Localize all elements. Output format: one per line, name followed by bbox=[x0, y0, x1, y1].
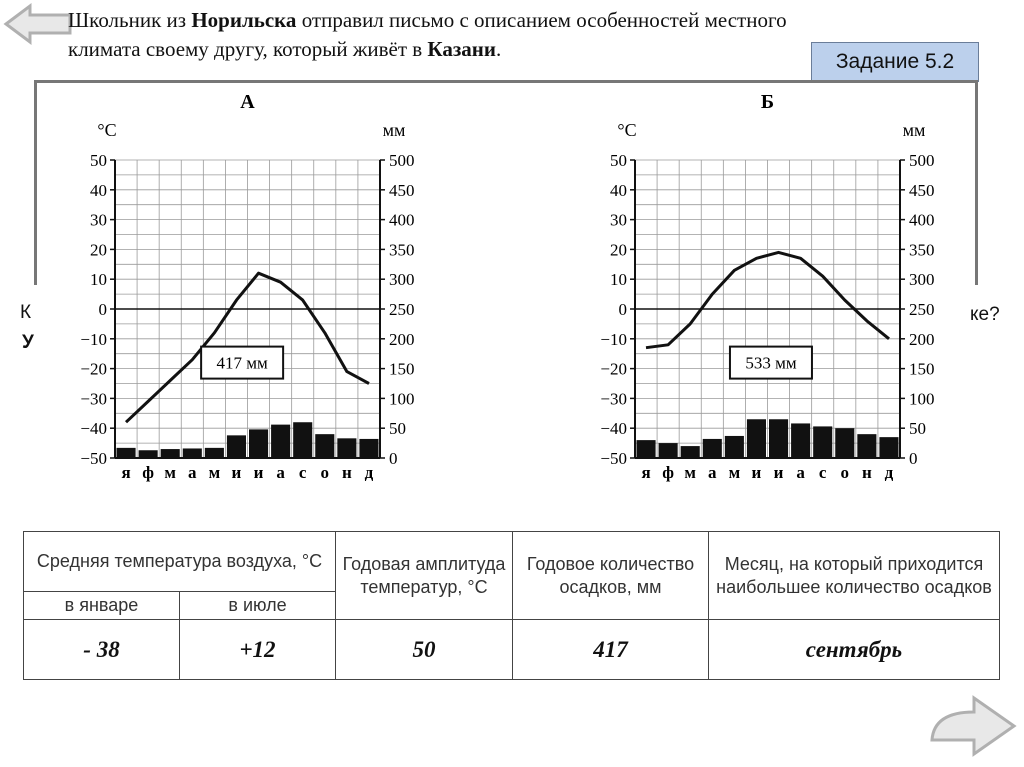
y-left-tick-label: −40 bbox=[80, 419, 107, 439]
frame-left-border bbox=[34, 80, 37, 285]
back-arrow-icon[interactable] bbox=[0, 0, 74, 48]
month-label: ф bbox=[662, 463, 675, 482]
climate-chart-a bbox=[60, 88, 430, 488]
y-right-tick-label: 200 bbox=[389, 329, 415, 349]
chart-title: А bbox=[240, 91, 255, 113]
chart-title: Б bbox=[760, 91, 775, 113]
y-left-tick-label: −30 bbox=[80, 389, 107, 409]
header-annual-precipitation: Годовое количество осадков, мм bbox=[513, 532, 709, 620]
precipitation-bar bbox=[139, 450, 158, 458]
y-left-tick-label: 10 bbox=[610, 270, 627, 290]
header-january: в январе bbox=[24, 592, 180, 620]
month-label: д bbox=[884, 463, 894, 482]
y-right-tick-label: 500 bbox=[389, 151, 415, 170]
answer-table bbox=[23, 531, 1000, 680]
y-right-tick-label: 0 bbox=[389, 449, 398, 468]
answer-amplitude[interactable]: 50 bbox=[336, 620, 513, 680]
frame-right-border bbox=[975, 80, 978, 285]
y-left-tick-label: −40 bbox=[600, 419, 627, 439]
y-right-tick-label: 400 bbox=[909, 210, 935, 230]
answer-january-temp[interactable]: - 38 bbox=[24, 620, 180, 680]
month-label: н bbox=[341, 463, 352, 482]
month-label: м bbox=[684, 463, 697, 482]
y-left-tick-label: −10 bbox=[80, 329, 107, 349]
total-precipitation-label: 417 мм bbox=[216, 353, 268, 373]
y-right-tick-label: 250 bbox=[389, 300, 415, 319]
y-right-tick-label: 200 bbox=[909, 329, 935, 349]
precipitation-bar bbox=[637, 440, 656, 458]
precipitation-bar bbox=[249, 429, 268, 458]
y-right-tick-label: 300 bbox=[389, 270, 415, 290]
y-right-tick-label: 450 bbox=[909, 180, 935, 200]
y-left-tick-label: 50 bbox=[90, 151, 107, 170]
y-right-tick-label: 250 bbox=[909, 300, 935, 319]
month-label: я bbox=[641, 463, 651, 482]
header-avg-temperature: Средняя температура воздуха, °С bbox=[24, 532, 336, 592]
month-label: и bbox=[751, 463, 762, 482]
month-label: о bbox=[840, 463, 850, 482]
y-right-unit: мм bbox=[902, 120, 926, 140]
y-left-tick-label: 0 bbox=[618, 300, 627, 319]
climate-chart-b bbox=[580, 88, 950, 488]
month-label: н bbox=[861, 463, 872, 482]
y-left-tick-label: −20 bbox=[600, 359, 627, 379]
precipitation-bar bbox=[857, 434, 876, 458]
intro-part-3: . bbox=[496, 37, 502, 61]
header-max-precipitation-month: Месяц, на который приходится наибольшее количество осадков bbox=[709, 532, 1000, 620]
month-label: с bbox=[298, 463, 307, 482]
forward-arrow-icon[interactable] bbox=[924, 690, 1020, 762]
precipitation-bar bbox=[813, 426, 832, 458]
y-right-tick-label: 50 bbox=[909, 419, 926, 439]
y-right-tick-label: 350 bbox=[909, 240, 935, 260]
total-precipitation-label: 533 мм bbox=[745, 353, 797, 373]
precipitation-bar bbox=[293, 422, 312, 458]
y-left-unit: °С bbox=[97, 120, 117, 140]
y-right-unit: мм bbox=[382, 120, 406, 140]
y-right-tick-label: 100 bbox=[389, 389, 415, 409]
precipitation-bar bbox=[879, 437, 898, 458]
month-label: а bbox=[708, 463, 717, 482]
y-left-tick-label: −50 bbox=[600, 449, 627, 468]
intro-city-kazan: Казани bbox=[427, 37, 497, 61]
y-left-tick-label: 10 bbox=[90, 270, 107, 290]
month-label: и bbox=[253, 463, 264, 482]
month-label: а bbox=[188, 463, 197, 482]
y-right-tick-label: 150 bbox=[389, 359, 415, 379]
y-left-unit: °С bbox=[617, 120, 637, 140]
month-label: а bbox=[276, 463, 285, 482]
y-right-tick-label: 350 bbox=[389, 240, 415, 260]
month-label: о bbox=[320, 463, 330, 482]
y-left-tick-label: 0 bbox=[98, 300, 107, 319]
task-intro-text bbox=[68, 6, 808, 64]
precipitation-bar bbox=[725, 436, 744, 458]
frame-top-border bbox=[34, 80, 978, 83]
month-label: м bbox=[728, 463, 741, 482]
precipitation-bar bbox=[747, 419, 766, 458]
y-left-tick-label: 50 bbox=[610, 151, 627, 170]
header-annual-amplitude: Годовая амплитуда температур, °С bbox=[336, 532, 513, 620]
month-label: и bbox=[773, 463, 784, 482]
y-left-tick-label: 20 bbox=[610, 240, 627, 260]
precipitation-bar bbox=[337, 438, 356, 458]
month-label: м bbox=[164, 463, 177, 482]
y-left-tick-label: 40 bbox=[610, 180, 627, 200]
hidden-text-fragment-left-1: К bbox=[20, 302, 32, 323]
y-left-tick-label: 40 bbox=[90, 180, 107, 200]
precipitation-bar bbox=[681, 446, 700, 458]
precipitation-bar bbox=[659, 443, 678, 458]
intro-part-2: отправил письмо с описанием особенностей местного климата своему другу, который живёт в bbox=[68, 8, 787, 61]
y-left-tick-label: 30 bbox=[90, 210, 107, 230]
month-label: и bbox=[231, 463, 242, 482]
y-right-tick-label: 300 bbox=[909, 270, 935, 290]
precipitation-bar bbox=[791, 423, 810, 458]
task-number-badge: Задание 5.2 bbox=[811, 42, 979, 82]
y-left-tick-label: −50 bbox=[80, 449, 107, 468]
y-left-tick-label: −30 bbox=[600, 389, 627, 409]
month-label: м bbox=[208, 463, 221, 482]
precipitation-bar bbox=[835, 428, 854, 458]
month-label: я bbox=[121, 463, 131, 482]
precipitation-bar bbox=[769, 419, 788, 458]
y-left-tick-label: −20 bbox=[80, 359, 107, 379]
precipitation-bar bbox=[359, 439, 378, 458]
hidden-text-fragment-left-2: У bbox=[22, 332, 34, 353]
y-right-tick-label: 100 bbox=[909, 389, 935, 409]
y-left-tick-label: −10 bbox=[600, 329, 627, 349]
precipitation-bar bbox=[161, 449, 180, 458]
y-right-tick-label: 50 bbox=[389, 419, 406, 439]
y-right-tick-label: 150 bbox=[909, 359, 935, 379]
y-right-tick-label: 400 bbox=[389, 210, 415, 230]
hidden-text-fragment-right: ке? bbox=[970, 304, 1000, 325]
header-july: в июле bbox=[180, 592, 336, 620]
intro-part-1: Школьник из bbox=[68, 8, 192, 32]
precipitation-bar bbox=[315, 434, 334, 458]
precipitation-bar bbox=[183, 448, 202, 458]
month-label: д bbox=[364, 463, 374, 482]
answer-precipitation[interactable]: 417 bbox=[513, 620, 709, 680]
answer-july-temp[interactable]: +12 bbox=[180, 620, 336, 680]
intro-city-norilsk: Норильска bbox=[191, 8, 297, 32]
answer-max-month[interactable]: сентябрь bbox=[709, 620, 1000, 680]
precipitation-bar bbox=[271, 425, 290, 458]
month-label: ф bbox=[142, 463, 155, 482]
y-right-tick-label: 0 bbox=[909, 449, 918, 468]
precipitation-bar bbox=[227, 435, 246, 458]
precipitation-bar bbox=[205, 448, 224, 458]
y-left-tick-label: 20 bbox=[90, 240, 107, 260]
precipitation-bar bbox=[703, 439, 722, 458]
month-label: а bbox=[796, 463, 805, 482]
y-left-tick-label: 30 bbox=[610, 210, 627, 230]
y-right-tick-label: 500 bbox=[909, 151, 935, 170]
month-label: с bbox=[818, 463, 827, 482]
precipitation-bar bbox=[117, 448, 136, 458]
y-right-tick-label: 450 bbox=[389, 180, 415, 200]
